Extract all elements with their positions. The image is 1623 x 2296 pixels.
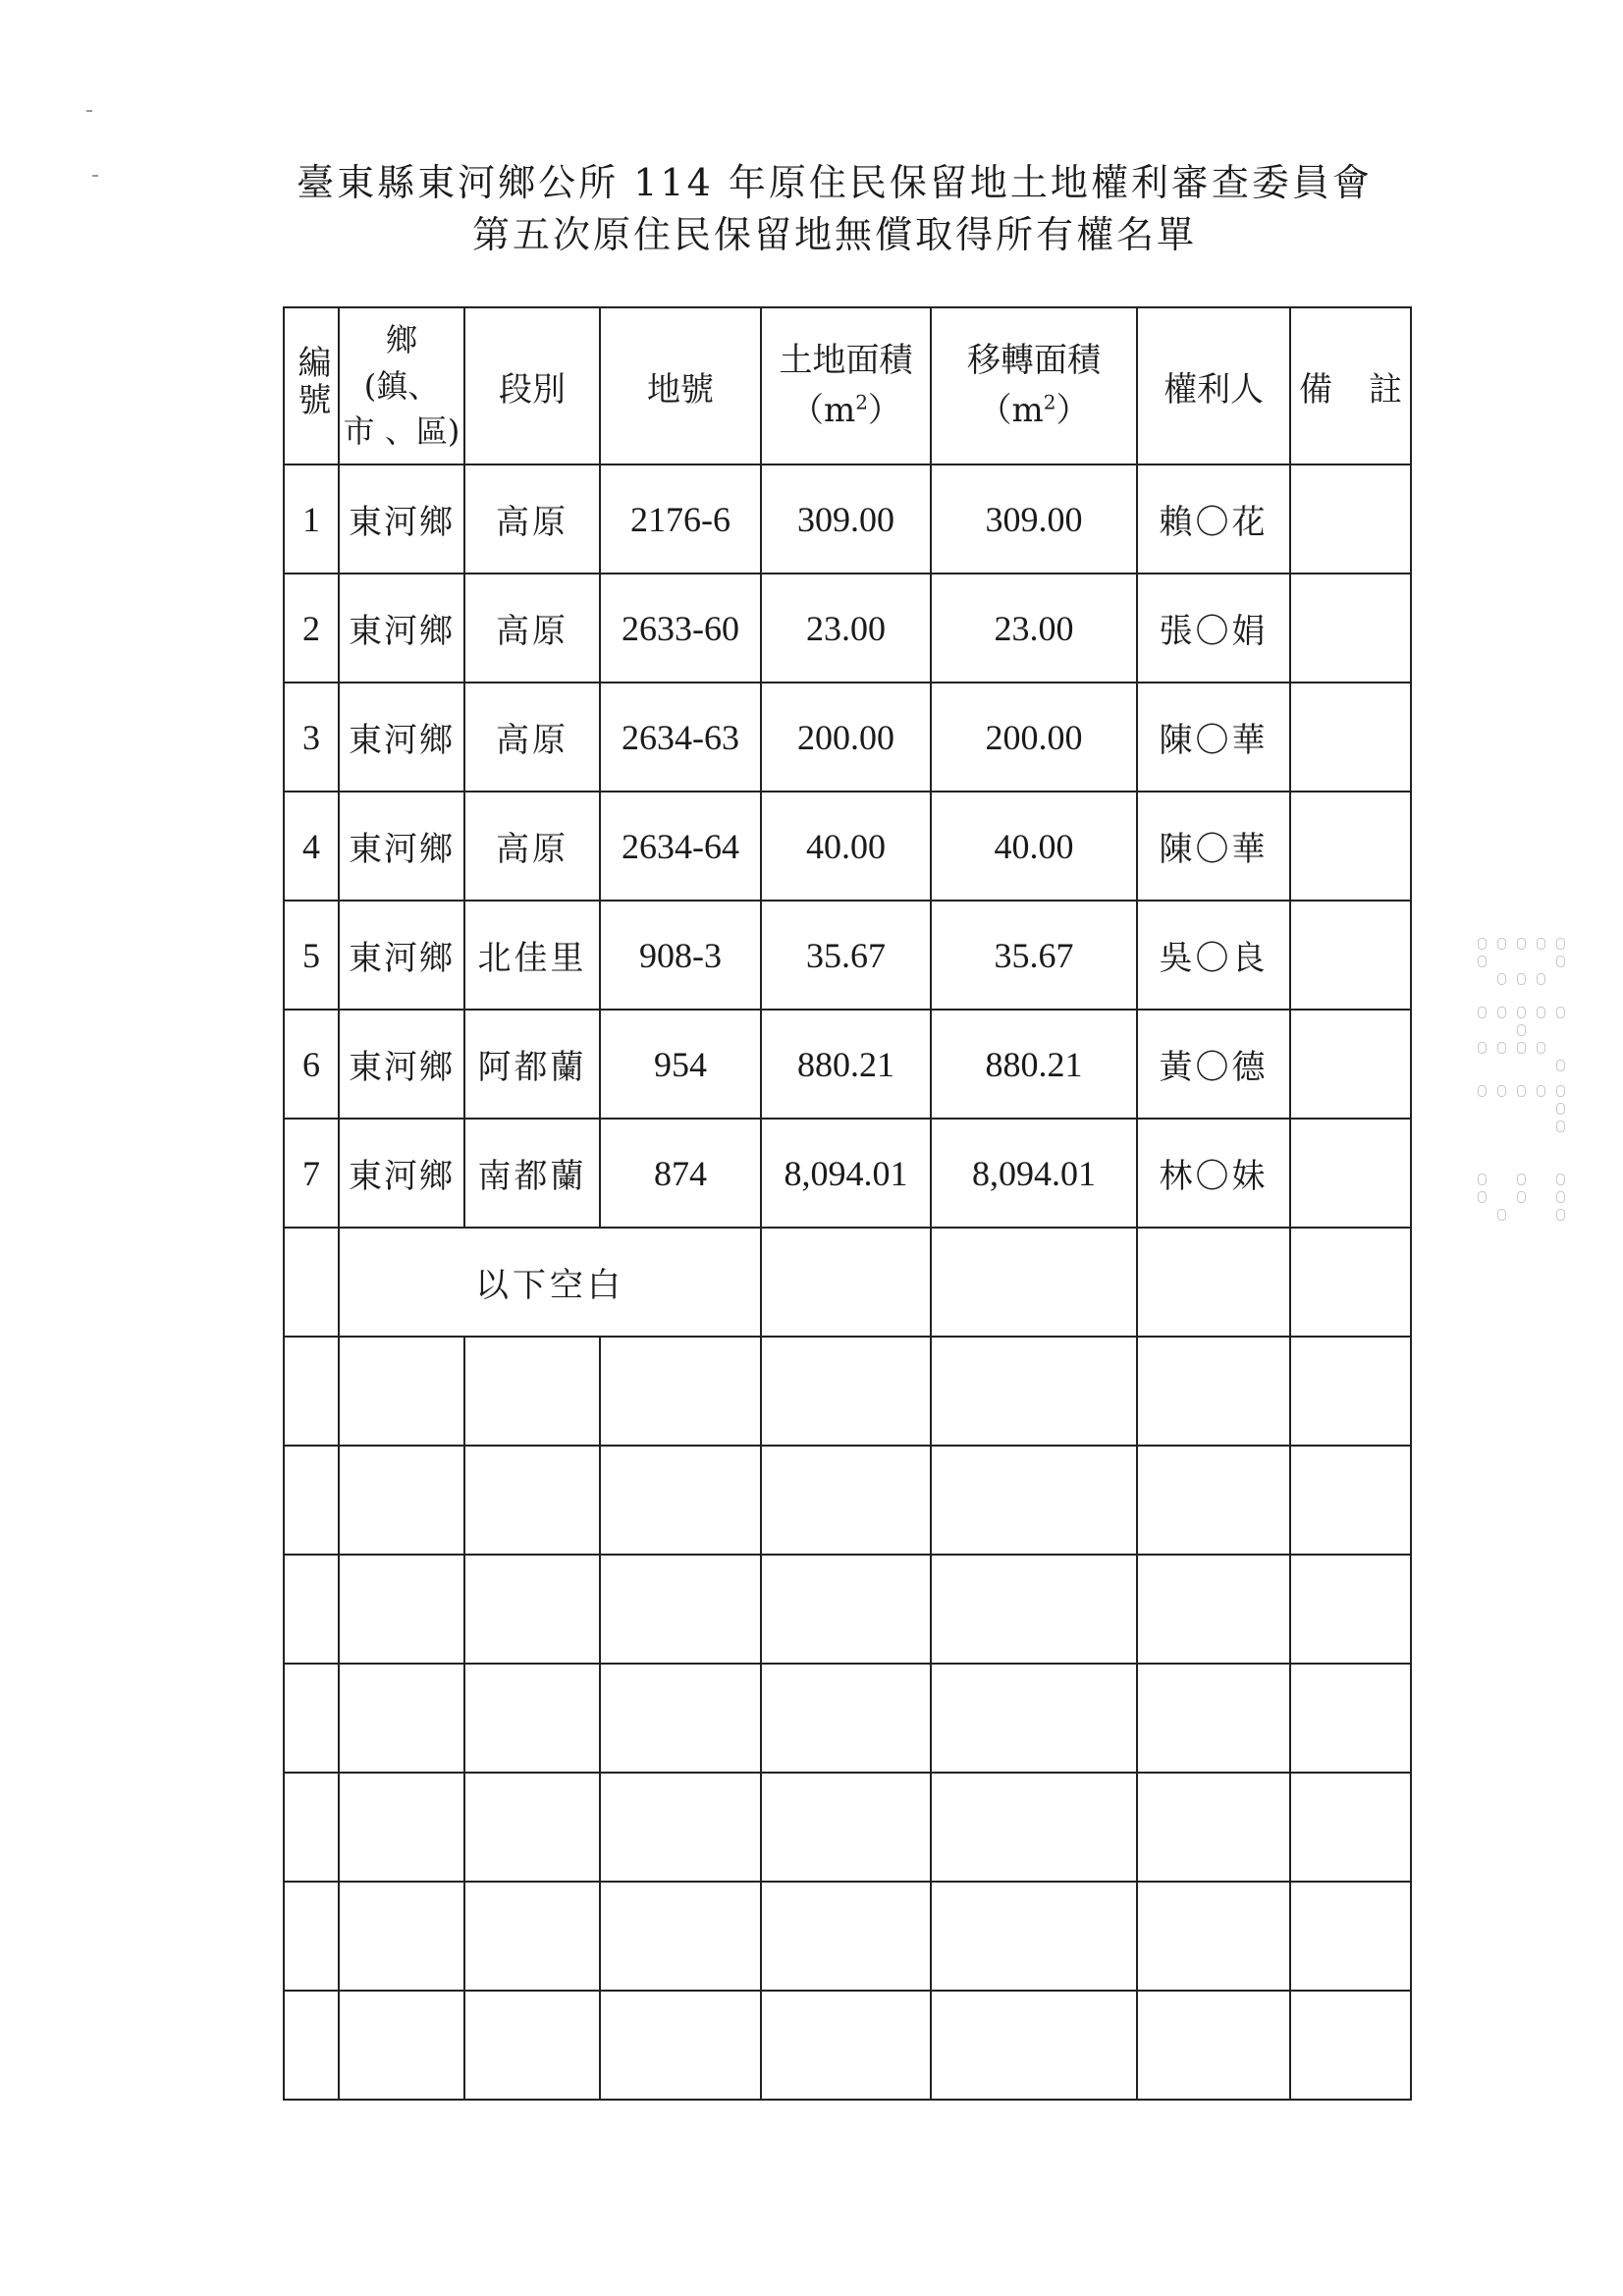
watermark-dot [1478, 938, 1487, 950]
row-township: 東河鄉 [339, 792, 464, 901]
row-note [1290, 574, 1411, 683]
row-transfer-area: 35.67 [931, 901, 1137, 1010]
row-lot-number: 2634-64 [600, 792, 761, 901]
empty-cell [600, 1446, 761, 1555]
row-number: 1 [284, 465, 339, 574]
empty-cell [1290, 1773, 1411, 1882]
ownership-roster-table [283, 306, 1412, 2101]
table-row-end-marker [284, 1228, 1411, 1337]
row-owner: 吳〇良 [1137, 901, 1290, 1010]
empty-cell [1137, 1555, 1290, 1664]
watermark-dot [1478, 1042, 1487, 1054]
header-land-area [761, 307, 931, 465]
row-land-area: 8,094.01 [761, 1119, 931, 1228]
row-number: 4 [284, 792, 339, 901]
row-land-area: 200.00 [761, 683, 931, 792]
row-number [284, 1228, 339, 1337]
empty-cell [600, 1773, 761, 1882]
watermark-dot [1497, 938, 1506, 950]
empty-cell [600, 1882, 761, 1991]
empty-cell [761, 1337, 931, 1446]
watermark-dot [1497, 1042, 1506, 1054]
row-owner: 張〇娟 [1137, 574, 1290, 683]
watermark-dot [1556, 1191, 1565, 1203]
watermark-dot [1478, 1085, 1487, 1097]
watermark-dot [1556, 1174, 1565, 1185]
empty-cell [600, 1555, 761, 1664]
table-row-blank [284, 1555, 1411, 1664]
empty-cell [464, 1773, 600, 1882]
row-land-area: 35.67 [761, 901, 931, 1010]
header-section: 段別 [464, 307, 600, 465]
row-township: 東河鄉 [339, 465, 464, 574]
watermark-dot [1517, 973, 1526, 985]
row-lot-number: 954 [600, 1010, 761, 1119]
table-row [284, 1010, 1411, 1119]
row-township: 東河鄉 [339, 901, 464, 1010]
row-transfer-area: 309.00 [931, 465, 1137, 574]
row-land-area: 880.21 [761, 1010, 931, 1119]
row-owner: 林〇妹 [1137, 1119, 1290, 1228]
empty-cell [931, 1991, 1137, 2100]
table-row [284, 1119, 1411, 1228]
row-lot-number: 2634-63 [600, 683, 761, 792]
empty-cell [761, 1555, 931, 1664]
row-section: 南都蘭 [464, 1119, 600, 1228]
header-land-area-unit: $(m^2)$ [790, 390, 901, 430]
watermark-dot [1478, 956, 1487, 967]
row-transfer-area: 23.00 [931, 574, 1137, 683]
row-township: 東河鄉 [339, 574, 464, 683]
empty-cell [931, 1664, 1137, 1773]
watermark-dot [1517, 1024, 1526, 1036]
empty-cell [931, 1555, 1137, 1664]
row-owner: 陳〇華 [1137, 792, 1290, 901]
watermark-dot [1537, 938, 1545, 950]
row-section: 阿都蘭 [464, 1010, 600, 1119]
empty-cell [339, 1337, 464, 1446]
empty-cell [931, 1337, 1137, 1446]
row-land-area: 23.00 [761, 574, 931, 683]
table-row [284, 792, 1411, 901]
empty-cell [1137, 1228, 1290, 1337]
empty-cell [1290, 1337, 1411, 1446]
watermark-dot [1556, 1103, 1565, 1115]
watermark-dot [1556, 1209, 1565, 1221]
empty-cell [931, 1882, 1137, 1991]
table-row [284, 465, 1411, 574]
row-number: 5 [284, 901, 339, 1010]
watermark-dot [1497, 1209, 1506, 1221]
header-transfer-area-label: 移轉面積 [967, 341, 1101, 380]
row-lot-number: 2176-6 [600, 465, 761, 574]
empty-cell [284, 1664, 339, 1773]
table-row-blank [284, 1773, 1411, 1882]
empty-cell [339, 1555, 464, 1664]
document-title-line-1: 臺東縣東河鄉公所 114 年原住民保留地土地權利審查委員會 [297, 161, 1373, 204]
row-number: 3 [284, 683, 339, 792]
row-note [1290, 792, 1411, 901]
empty-cell [284, 1882, 339, 1991]
watermark-dot [1517, 1191, 1526, 1203]
empty-cell [464, 1555, 600, 1664]
table-row-blank [284, 1664, 1411, 1773]
watermark-dot [1517, 1085, 1526, 1097]
empty-cell [339, 1773, 464, 1882]
watermark-dot [1556, 1007, 1565, 1018]
watermark-dot [1556, 1060, 1565, 1071]
empty-cell [761, 1991, 931, 2100]
empty-cell [464, 1337, 600, 1446]
empty-cell [339, 1882, 464, 1991]
table-row [284, 901, 1411, 1010]
header-note-right: 註 [1369, 369, 1402, 410]
row-number: 7 [284, 1119, 339, 1228]
watermark-dot [1556, 938, 1565, 950]
table-row [284, 574, 1411, 683]
watermark-dot [1517, 938, 1526, 950]
scan-speck [86, 110, 92, 112]
watermark-dot [1497, 1085, 1506, 1097]
empty-cell [1290, 1664, 1411, 1773]
row-section: 高原 [464, 683, 600, 792]
empty-cell [1290, 1991, 1411, 2100]
row-section: 高原 [464, 574, 600, 683]
empty-cell [284, 1446, 339, 1555]
row-note [1290, 1119, 1411, 1228]
header-land-area-label: 土地面積 [779, 341, 913, 380]
row-transfer-area: 880.21 [931, 1010, 1137, 1119]
empty-cell [761, 1228, 931, 1337]
watermark-dot [1537, 1085, 1545, 1097]
empty-cell [761, 1882, 931, 1991]
empty-cell [1290, 1882, 1411, 1991]
row-note [1290, 683, 1411, 792]
row-section: 北佳里 [464, 901, 600, 1010]
empty-cell [1290, 1446, 1411, 1555]
scan-speck [92, 175, 98, 177]
empty-cell [1137, 1882, 1290, 1991]
empty-cell [761, 1664, 931, 1773]
header-township-line-2: (鎮、 [363, 366, 440, 405]
watermark-dot [1556, 1085, 1565, 1097]
row-township: 東河鄉 [339, 1010, 464, 1119]
table-header-row [284, 307, 1411, 465]
header-township [339, 307, 464, 465]
empty-cell [1137, 1664, 1290, 1773]
watermark-dot [1537, 973, 1545, 985]
empty-cell [761, 1773, 931, 1882]
empty-cell [284, 1773, 339, 1882]
header-number-label: 編號 [292, 344, 331, 419]
row-transfer-area: 200.00 [931, 683, 1137, 792]
row-section: 高原 [464, 792, 600, 901]
row-township: 東河鄉 [339, 683, 464, 792]
row-transfer-area: 8,094.01 [931, 1119, 1137, 1228]
empty-cell [1137, 1991, 1290, 2100]
header-note [1290, 307, 1411, 465]
table-body [284, 465, 1411, 2100]
empty-cell [600, 1664, 761, 1773]
empty-cell [339, 1991, 464, 2100]
empty-cell [931, 1773, 1137, 1882]
empty-cell [339, 1664, 464, 1773]
row-owner: 黃〇德 [1137, 1010, 1290, 1119]
row-owner: 陳〇華 [1137, 683, 1290, 792]
scan-watermark-dots [1468, 938, 1576, 1331]
watermark-dot [1478, 1174, 1487, 1185]
empty-cell [464, 1664, 600, 1773]
empty-cell [931, 1228, 1137, 1337]
empty-cell [1290, 1228, 1411, 1337]
watermark-dot [1537, 1007, 1545, 1018]
row-number: 6 [284, 1010, 339, 1119]
watermark-dot [1556, 1121, 1565, 1132]
row-owner: 賴〇花 [1137, 465, 1290, 574]
row-note [1290, 1010, 1411, 1119]
table-row-blank [284, 1991, 1411, 2100]
header-note-left: 備 [1299, 369, 1332, 410]
empty-cell [339, 1446, 464, 1555]
table-row-blank [284, 1446, 1411, 1555]
row-lot-number: 874 [600, 1119, 761, 1228]
watermark-dot [1517, 1042, 1526, 1054]
empty-cell [284, 1337, 339, 1446]
row-lot-number: 908-3 [600, 901, 761, 1010]
row-note [1290, 465, 1411, 574]
row-land-area: 309.00 [761, 465, 931, 574]
empty-cell [1290, 1555, 1411, 1664]
row-lot-number: 2633-60 [600, 574, 761, 683]
header-township-line-1: 鄉 [385, 321, 417, 359]
watermark-dot [1517, 1174, 1526, 1185]
empty-cell [600, 1337, 761, 1446]
row-transfer-area: 40.00 [931, 792, 1137, 901]
watermark-dot [1497, 973, 1506, 985]
watermark-dot [1478, 1007, 1487, 1018]
empty-cell [464, 1991, 600, 2100]
empty-cell [1137, 1773, 1290, 1882]
header-number [284, 307, 339, 465]
end-of-list-marker: 以下空白 [339, 1228, 761, 1337]
empty-cell [1137, 1337, 1290, 1446]
header-transfer-area-unit: $(m^2)$ [978, 390, 1090, 430]
table-row-blank [284, 1882, 1411, 1991]
table-row-blank [284, 1337, 1411, 1446]
row-section: 高原 [464, 465, 600, 574]
header-transfer-area [931, 307, 1137, 465]
empty-cell [464, 1882, 600, 1991]
row-land-area: 40.00 [761, 792, 931, 901]
empty-cell [284, 1555, 339, 1664]
empty-cell [600, 1991, 761, 2100]
watermark-dot [1478, 1191, 1487, 1203]
watermark-dot [1497, 1007, 1506, 1018]
watermark-dot [1556, 956, 1565, 967]
empty-cell [1137, 1446, 1290, 1555]
document-title-line-2: 第五次原住民保留地無償取得所有權名單 [471, 213, 1197, 256]
watermark-dot [1537, 1042, 1545, 1054]
empty-cell [931, 1446, 1137, 1555]
row-township: 東河鄉 [339, 1119, 464, 1228]
header-township-line-3: 市 、區) [343, 412, 460, 451]
empty-cell [284, 1991, 339, 2100]
row-number: 2 [284, 574, 339, 683]
header-lot-number: 地號 [600, 307, 761, 465]
empty-cell [464, 1446, 600, 1555]
empty-cell [761, 1446, 931, 1555]
watermark-dot [1517, 1007, 1526, 1018]
row-note [1290, 901, 1411, 1010]
table-row [284, 683, 1411, 792]
header-owner: 權利人 [1137, 307, 1290, 465]
